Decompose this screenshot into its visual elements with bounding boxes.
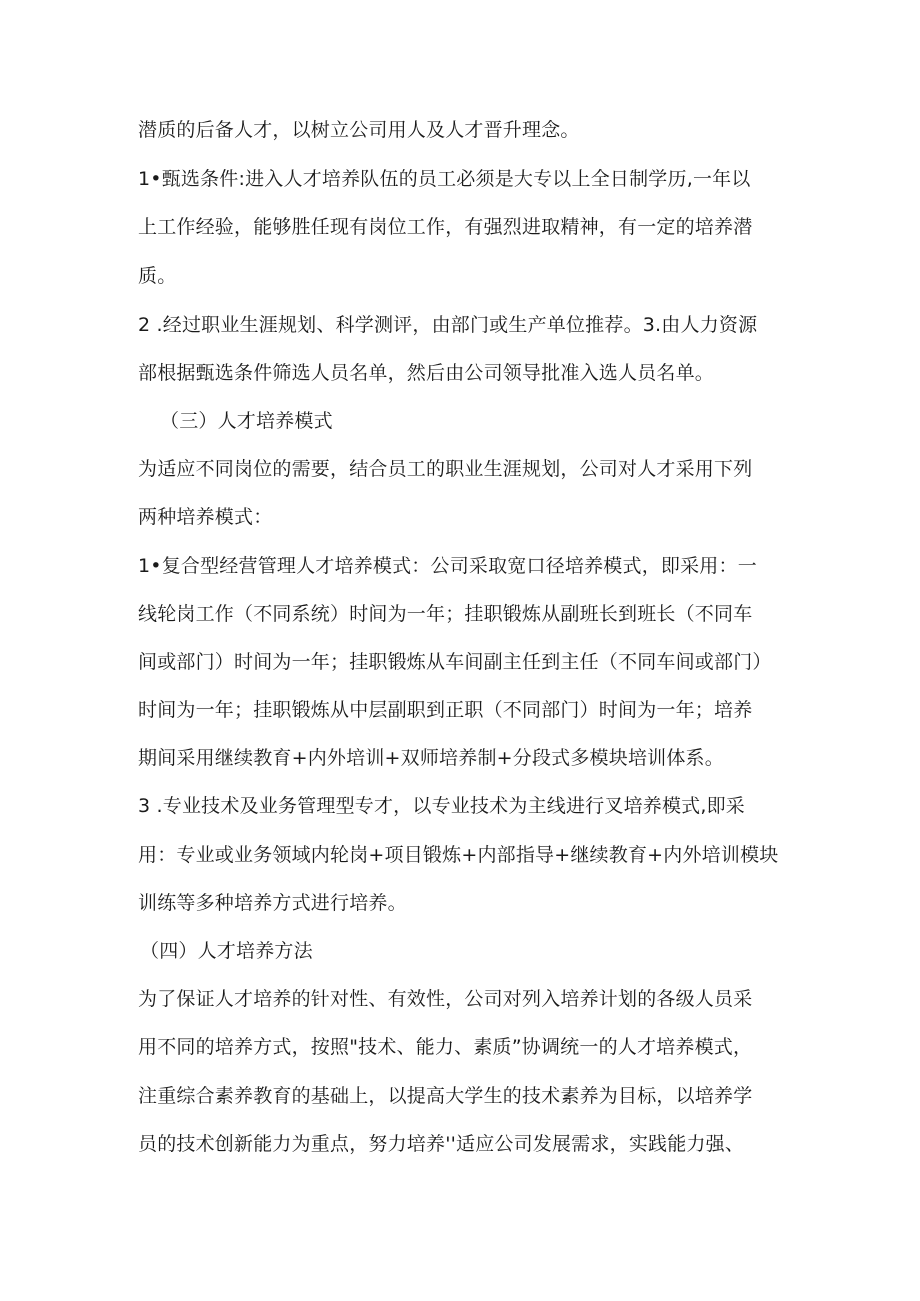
text-line: 期间采用继续教育+内外培训+双师培养制+分段式多模块培训体系。 — [138, 747, 724, 769]
text-line: 时间为一年；挂职锻炼从中层副职到正职（不同部门）时间为一年；培养 — [138, 699, 753, 721]
text-line: 注重综合素养教育的基础上，以提高大学生的技术素养为目标，以培养学 — [138, 1085, 753, 1107]
text-line: 员的技术创新能力为重点，努力培养''适应公司发展需求，实践能力强、 — [138, 1133, 745, 1155]
text-line: 部根据甄选条件筛选人员名单，然后由公司领导批准入选人员名单。 — [138, 362, 715, 384]
text-line: 上工作经验，能够胜任现有岗位工作，有强烈进取精神，有一定的培养潜 — [138, 216, 753, 238]
text-line: 潜质的后备人才，以树立公司用人及人才晋升理念。 — [138, 119, 580, 141]
text-line: 为适应不同岗位的需要，结合员工的职业生涯规划，公司对人才采用下列 — [138, 458, 753, 480]
text-line: 两种培养模式： — [138, 506, 273, 528]
section-heading: （四）人才培养方法 — [140, 940, 313, 962]
text-line: 训练等多种培养方式进行培养。 — [138, 892, 407, 914]
text-line: 线轮岗工作（不同系统）时间为一年；挂职锻炼从副班长到班长（不同车 — [138, 603, 753, 625]
text-line: 1•甄选条件:进入人才培养队伍的员工必须是大专以上全日制学历,一年以 — [138, 168, 751, 190]
text-line: 间或部门）时间为一年；挂职锻炼从车间副主任到主任（不同车间或部门） — [138, 651, 772, 673]
text-line: 用不同的培养方式，按照"技术、能力、素质”协调统一的人才培养模式， — [138, 1036, 753, 1058]
text-line: 3 .专业技术及业务管理型专才，以专业技术为主线进行叉培养模式,即采 — [138, 795, 746, 817]
text-line: 质。 — [138, 265, 177, 287]
text-line: 2 .经过职业生涯规划、科学测评，由部门或生产单位推荐。3.由人力资源 — [138, 314, 758, 336]
section-heading: （三）人才培养模式 — [160, 410, 333, 432]
text-line: 用：专业或业务领域内轮岗+项目锻炼+内部指导+继续教育+内外培训模块 — [138, 844, 779, 866]
text-line: 为了保证人才培养的针对性、有效性，公司对列入培养计划的各级人员采 — [138, 988, 753, 1010]
text-line: 1•复合型经营管理人才培养模式：公司采取宽口径培养模式，即采用：一 — [138, 555, 757, 577]
